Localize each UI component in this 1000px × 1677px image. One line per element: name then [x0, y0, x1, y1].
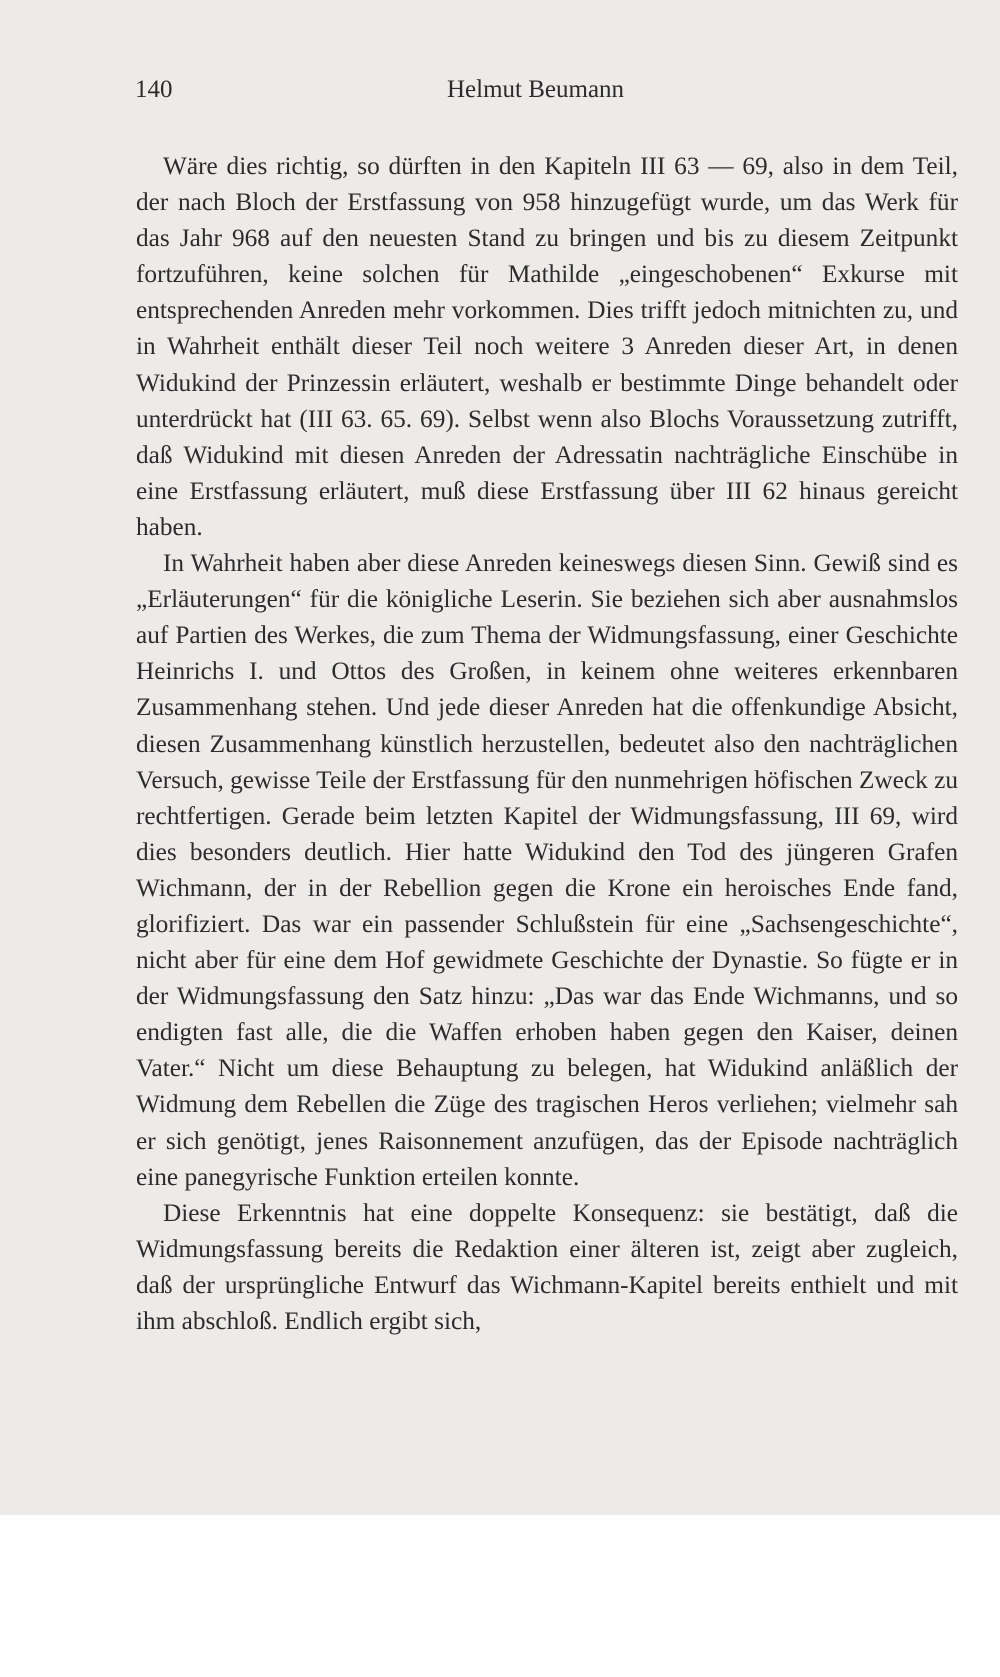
paragraph-1: Wäre dies richtig, so dürften in den Kapiteln III 63 — 69, also in dem Teil, der nach Bloch der Erstfassung von 958 hinzugefügt wurde, um das Werk für das Jahr 968 auf den neuesten Stand zu bringen und bis zu diesem Zeitpunkt fortzuführen, keine solchen für Mathilde „eingeschobenen“ Exkurse mit entsprechenden Anreden mehr vorkommen. Dies trifft jedoch mitnichten zu, und in Wahrheit enthält dieser Teil noch weitere 3 Anreden dieser Art, in denen Widukind der Prinzessin erläutert, weshalb er bestimmte Dinge behandelt oder unterdrückt hat (III 63. 65. 69). Selbst wenn also Blochs Voraussetzung zutrifft, daß Widukind mit diesen Anreden der Adressatin nachträgliche Einschübe in eine Erstfassung erläutert, muß diese Erstfassung über III 62 hinaus gereicht haben.: [136, 152, 958, 541]
running-head: Helmut Beumann: [447, 76, 625, 103]
paragraph-3: Diese Erkenntnis hat eine doppelte Konsequenz: sie bestätigt, daß die Widmungsfassung bereits die Redaktion einer älteren ist, zeigt aber zugleich, daß der ursprüngliche Entwurf das Wichmann-Kapitel bereits enthielt und mit ihm abschloß. Endlich ergibt sich,: [136, 1198, 958, 1335]
page-header: [135, 76, 955, 116]
paragraph-2: In Wahrheit haben aber diese Anreden keineswegs diesen Sinn. Gewiß sind es „Erläuterungen“ für die königliche Leserin. Sie beziehen sich aber ausnahmslos auf Partien des Werkes, die zum Thema der Widmungsfassung, einer Geschichte Heinrichs I. und Ottos des Großen, in keinem ohne weiteres erkennbaren Zusammenhang stehen. Und jede dieser Anreden hat die offenkundige Absicht, diesen Zusammenhang künstlich herzustellen, bedeutet also den nachträglichen Versuch, gewisse Teile der Erstfassung für den nunmehrigen höfischen Zweck zu rechtfertigen. Gerade beim letzten Kapitel der Widmungsfassung, III 69, wird dies besonders deutlich. Hier hatte Widukind den Tod des jüngeren Grafen Wichmann, der in der Rebellion gegen die Krone ein heroisches Ende fand, glorifiziert. Das war ein passender Schlußstein für eine „Sachsengeschichte“, nicht aber für eine dem Hof gewidmete Geschichte der Dynastie. So fügte er in der Widmungsfassung den Satz hinzu: „Das war das Ende Wichmanns, und so endigten fast alle, die die Waffen erhoben haben gegen den Kaiser, deinen Vater.“ Nicht um diese Behauptung zu belegen, hat Widukind anläßlich der Widmung dem Rebellen die Züge des tragischen Heros verliehen; vielmehr sah er sich genötigt, jenes Raisonnement anzufügen, das der Episode nachträglich eine panegyrische Funktion erteilen konnte.: [136, 549, 958, 1191]
body-text: [136, 148, 958, 1339]
page-number: 140: [135, 76, 173, 103]
